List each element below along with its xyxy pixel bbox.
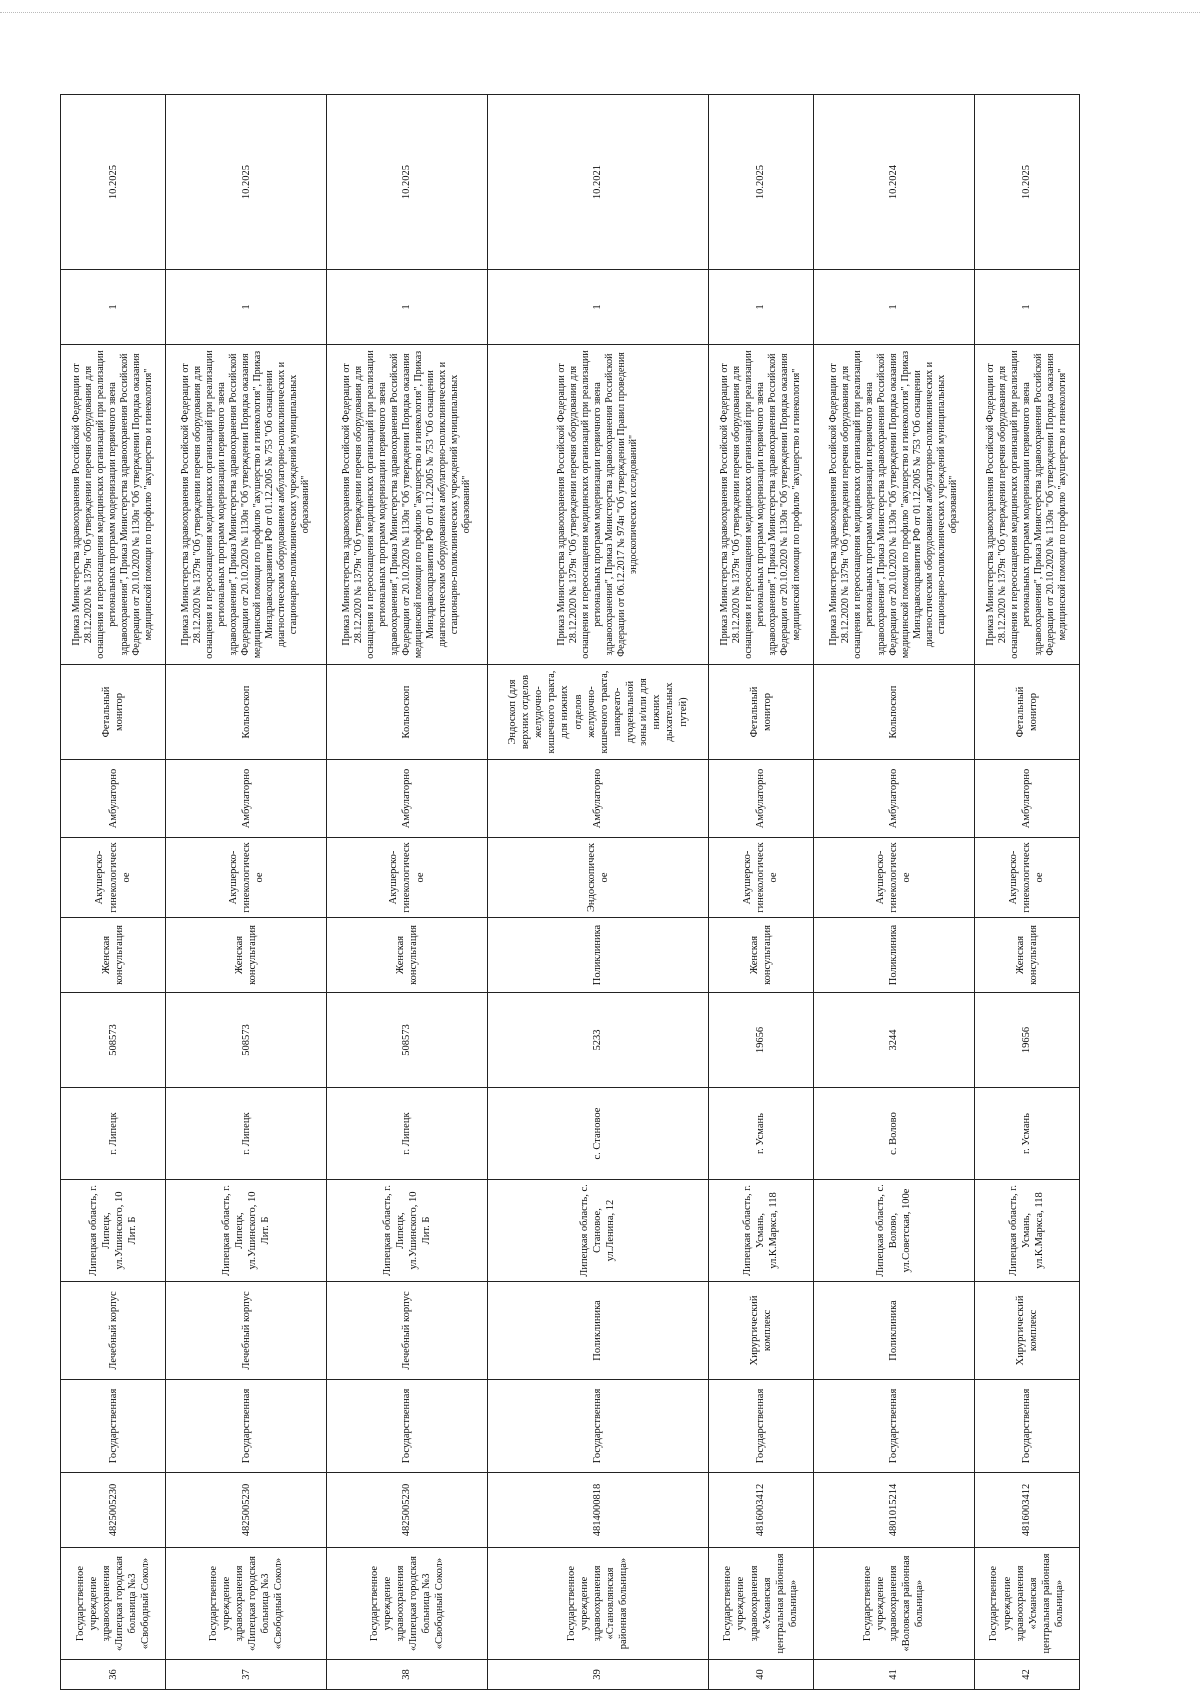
cell-org: Государственное учреждение здравоохранения «Усманская центральная районная больница» bbox=[974, 1548, 1079, 1660]
cell-qty: 1 bbox=[974, 270, 1079, 345]
cell-date: 10.2021 bbox=[487, 95, 708, 270]
cell-pop: 3244 bbox=[813, 993, 974, 1088]
cell-pop: 19656 bbox=[974, 993, 1079, 1088]
cell-qty: 1 bbox=[166, 270, 327, 345]
table-row bbox=[327, 95, 488, 1690]
cell-inn: 4825005230 bbox=[61, 1473, 166, 1548]
cell-building: Лечебный корпус bbox=[61, 1282, 166, 1380]
cell-equipment: Кольпоскоп bbox=[327, 665, 488, 760]
cell-profile: Акушерско-гинекологическое bbox=[708, 838, 813, 918]
cell-address: Липецкая область, г. Липецк, ул.Ушинского, 10 Лит. Б bbox=[61, 1180, 166, 1282]
cell-address: Липецкая область, с. Становое, ул.Ленина, 12 bbox=[487, 1180, 708, 1282]
cell-city: с. Волово bbox=[813, 1088, 974, 1180]
table-row bbox=[813, 95, 974, 1690]
cell-building: Хирургический комплекс bbox=[974, 1282, 1079, 1380]
cell-profile: Акушерско-гинекологическое bbox=[166, 838, 327, 918]
cell-inn: 4814000818 bbox=[487, 1473, 708, 1548]
cell-city: г. Липецк bbox=[327, 1088, 488, 1180]
cell-basis: Приказ Министерства здравоохранения Российской Федерации от 28.12.2020 № 1379н "Об утверждении перечня оборудования для оснащения и переоснащения медицинских организаций при реализации региональных программ модернизации первичного звена здравоохранения", Приказ Министерства здравоохранения Российской Федерации от 20.10.2020 № 1130н "Об утверждении Порядка оказания медицинской помощи по профилю "акушерство и гинекология", Приказ Минздравсоцразвития РФ от 01.12.2005 № 753 "Об оснащении диагностическим оборудованием амбулаторно-поликлинических и стационарно-поликлинических учреждений муниципальных образований" bbox=[166, 345, 327, 665]
cell-qty: 1 bbox=[708, 270, 813, 345]
cell-num: 36 bbox=[61, 1660, 166, 1690]
cell-basis: Приказ Министерства здравоохранения Российской Федерации от 28.12.2020 № 1379н "Об утверждении перечня оборудования для оснащения и переоснащения медицинских организаций при реализации региональных программ модернизации первичного звена здравоохранения", Приказ Министерства здравоохранения Российской Федерации от 20.10.2020 № 1130н "Об утверждении Порядка оказания медицинской помощи по профилю "акушерство и гинекология", Приказ Минздравсоцразвития РФ от 01.12.2005 № 753 "Об оснащении диагностическим оборудованием амбулаторно-поликлинических и стационарно-поликлинических учреждений муниципальных образований" bbox=[327, 345, 488, 665]
cell-address: Липецкая область, с. Волово, ул.Советская, 100е bbox=[813, 1180, 974, 1282]
cell-address: Липецкая область, г. Усмань, ул.К.Маркса, 118 bbox=[974, 1180, 1079, 1282]
cell-date: 10.2025 bbox=[327, 95, 488, 270]
cell-qty: 1 bbox=[813, 270, 974, 345]
cell-address: Липецкая область, г. Усмань, ул.К.Маркса, 118 bbox=[708, 1180, 813, 1282]
cell-num: 40 bbox=[708, 1660, 813, 1690]
cell-division: Женская консультация bbox=[708, 918, 813, 993]
cell-inn: 4816003412 bbox=[974, 1473, 1079, 1548]
table-row bbox=[61, 95, 166, 1690]
cell-profile: Акушерско-гинекологическое bbox=[974, 838, 1079, 918]
cell-equipment: Фетальный монитор bbox=[708, 665, 813, 760]
table-row bbox=[487, 95, 708, 1690]
cell-building: Поликлиника bbox=[487, 1282, 708, 1380]
cell-equipment: Фетальный монитор bbox=[61, 665, 166, 760]
table-body bbox=[61, 95, 1080, 1690]
cell-qty: 1 bbox=[487, 270, 708, 345]
cell-care: Амбулаторно bbox=[61, 760, 166, 838]
cell-form: Государственная bbox=[61, 1380, 166, 1473]
cell-city: г. Усмань bbox=[708, 1088, 813, 1180]
cell-pop: 19656 bbox=[708, 993, 813, 1088]
cell-division: Женская консультация bbox=[327, 918, 488, 993]
cell-basis: Приказ Министерства здравоохранения Российской Федерации от 28.12.2020 № 1379н "Об утверждении перечня оборудования для оснащения и переоснащения медицинских организаций при реализации региональных программ модернизации первичного звена здравоохранения", Приказ Министерства здравоохранения Российской Федерации от 20.10.2020 № 1130н "Об утверждении Порядка оказания медицинской помощи по профилю "акушерство и гинекология", Приказ Минздравсоцразвития РФ от 01.12.2005 № 753 "Об оснащении диагностическим оборудованием амбулаторно-поликлинических и стационарно-поликлинических учреждений муниципальных образований" bbox=[813, 345, 974, 665]
cell-building: Поликлиника bbox=[813, 1282, 974, 1380]
cell-profile: Акушерско-гинекологическое bbox=[813, 838, 974, 918]
cell-city: г. Липецк bbox=[166, 1088, 327, 1180]
cell-building: Хирургический комплекс bbox=[708, 1282, 813, 1380]
cell-basis: Приказ Министерства здравоохранения Российской Федерации от 28.12.2020 № 1379н "Об утверждении перечня оборудования для оснащения и переоснащения медицинских организаций при реализации региональных программ модернизации первичного звена здравоохранения", Приказ Министерства здравоохранения Российской Федерации от 20.10.2020 № 1130н "Об утверждении Порядка оказания медицинской помощи по профилю "акушерство и гинекология" bbox=[974, 345, 1079, 665]
cell-address: Липецкая область, г. Липецк, ул.Ушинского, 10 Лит. Б bbox=[327, 1180, 488, 1282]
cell-basis: Приказ Министерства здравоохранения Российской Федерации от 28.12.2020 № 1379н "Об утверждении перечня оборудования для оснащения и переоснащения медицинских организаций при реализации региональных программ модернизации первичного звена здравоохранения", Приказ Министерства здравоохранения Российской Федерации от 20.10.2020 № 1130н "Об утверждении Порядка оказания медицинской помощи по профилю "акушерство и гинекология" bbox=[61, 345, 166, 665]
cell-division: Женская консультация bbox=[166, 918, 327, 993]
cell-qty: 1 bbox=[61, 270, 166, 345]
cell-date: 10.2025 bbox=[708, 95, 813, 270]
cell-basis: Приказ Министерства здравоохранения Российской Федерации от 28.12.2020 № 1379н "Об утверждении перечня оборудования для оснащения и переоснащения медицинских организаций при реализации региональных программ модернизации первичного звена здравоохранения", Приказ Министерства здравоохранения Российской Федерации от 06.12.2017 № 974н "Об утверждении Правил проведения эндоскопических исследований" bbox=[487, 345, 708, 665]
cell-date: 10.2025 bbox=[61, 95, 166, 270]
cell-care: Амбулаторно bbox=[813, 760, 974, 838]
cell-pop: 5233 bbox=[487, 993, 708, 1088]
cell-pop: 508573 bbox=[327, 993, 488, 1088]
cell-care: Амбулаторно bbox=[327, 760, 488, 838]
cell-org: Государственное учреждение здравоохранения «Липецкая городская больница №3 «Свободный Сокол» bbox=[166, 1548, 327, 1660]
cell-inn: 4801015214 bbox=[813, 1473, 974, 1548]
cell-num: 37 bbox=[166, 1660, 327, 1690]
cell-org: Государственное учреждение здравоохранения «Усманская центральная районная больница» bbox=[708, 1548, 813, 1660]
cell-form: Государственная bbox=[813, 1380, 974, 1473]
cell-division: Поликлиника bbox=[487, 918, 708, 993]
cell-equipment: Эндоскоп (для верхних отделов желудочно-кишечного тракта, для нижних отделов желудочно-кишечного тракта, панкреато-дуоденальной зоны и/или для нижних дыхательных путей) bbox=[487, 665, 708, 760]
cell-care: Амбулаторно bbox=[708, 760, 813, 838]
cell-form: Государственная bbox=[974, 1380, 1079, 1473]
cell-form: Государственная bbox=[327, 1380, 488, 1473]
cell-city: г. Липецк bbox=[61, 1088, 166, 1180]
cell-profile: Эндоскопическое bbox=[487, 838, 708, 918]
cell-num: 38 bbox=[327, 1660, 488, 1690]
cell-care: Амбулаторно bbox=[166, 760, 327, 838]
cell-inn: 4825005230 bbox=[327, 1473, 488, 1548]
cell-form: Государственная bbox=[708, 1380, 813, 1473]
cell-building: Лечебный корпус bbox=[327, 1282, 488, 1380]
cell-city: г. Усмань bbox=[974, 1088, 1079, 1180]
cell-address: Липецкая область, г. Липецк, ул.Ушинского, 10 Лит. Б bbox=[166, 1180, 327, 1282]
cell-equipment: Кольпоскоп bbox=[166, 665, 327, 760]
cell-qty: 1 bbox=[327, 270, 488, 345]
cell-num: 42 bbox=[974, 1660, 1079, 1690]
equipment-table bbox=[60, 94, 1080, 1690]
cell-care: Амбулаторно bbox=[487, 760, 708, 838]
cell-division: Поликлиника bbox=[813, 918, 974, 993]
table-row bbox=[166, 95, 327, 1690]
cell-date: 10.2024 bbox=[813, 95, 974, 270]
cell-division: Женская консультация bbox=[61, 918, 166, 993]
cell-org: Государственное учреждение здравоохранения «Становлянская районная больница» bbox=[487, 1548, 708, 1660]
table-row bbox=[708, 95, 813, 1690]
cell-org: Государственное учреждение здравоохранения «Воловская районная больница» bbox=[813, 1548, 974, 1660]
table-row bbox=[974, 95, 1079, 1690]
cell-org: Государственное учреждение здравоохранения «Липецкая городская больница №3 «Свободный Сокол» bbox=[327, 1548, 488, 1660]
cell-inn: 4825005230 bbox=[166, 1473, 327, 1548]
cell-inn: 4816003412 bbox=[708, 1473, 813, 1548]
cell-num: 41 bbox=[813, 1660, 974, 1690]
cell-city: с. Становое bbox=[487, 1088, 708, 1180]
cell-form: Государственная bbox=[166, 1380, 327, 1473]
cell-care: Амбулаторно bbox=[974, 760, 1079, 838]
cell-num: 39 bbox=[487, 1660, 708, 1690]
cell-basis: Приказ Министерства здравоохранения Российской Федерации от 28.12.2020 № 1379н "Об утверждении перечня оборудования для оснащения и переоснащения медицинских организаций при реализации региональных программ модернизации первичного звена здравоохранения", Приказ Министерства здравоохранения Российской Федерации от 20.10.2020 № 1130н "Об утверждении Порядка оказания медицинской помощи по профилю "акушерство и гинекология" bbox=[708, 345, 813, 665]
cell-pop: 508573 bbox=[166, 993, 327, 1088]
rotated-table-container bbox=[60, 95, 1080, 1690]
cell-org: Государственное учреждение здравоохранения «Липецкая городская больница №3 «Свободный Сокол» bbox=[61, 1548, 166, 1660]
cell-equipment: Кольпоскоп bbox=[813, 665, 974, 760]
cell-division: Женская консультация bbox=[974, 918, 1079, 993]
cell-date: 10.2025 bbox=[166, 95, 327, 270]
cell-pop: 508573 bbox=[61, 993, 166, 1088]
cell-form: Государственная bbox=[487, 1380, 708, 1473]
cell-profile: Акушерско-гинекологическое bbox=[61, 838, 166, 918]
cell-building: Лечебный корпус bbox=[166, 1282, 327, 1380]
cell-profile: Акушерско-гинекологическое bbox=[327, 838, 488, 918]
cell-date: 10.2025 bbox=[974, 95, 1079, 270]
cell-equipment: Фетальный монитор bbox=[974, 665, 1079, 760]
